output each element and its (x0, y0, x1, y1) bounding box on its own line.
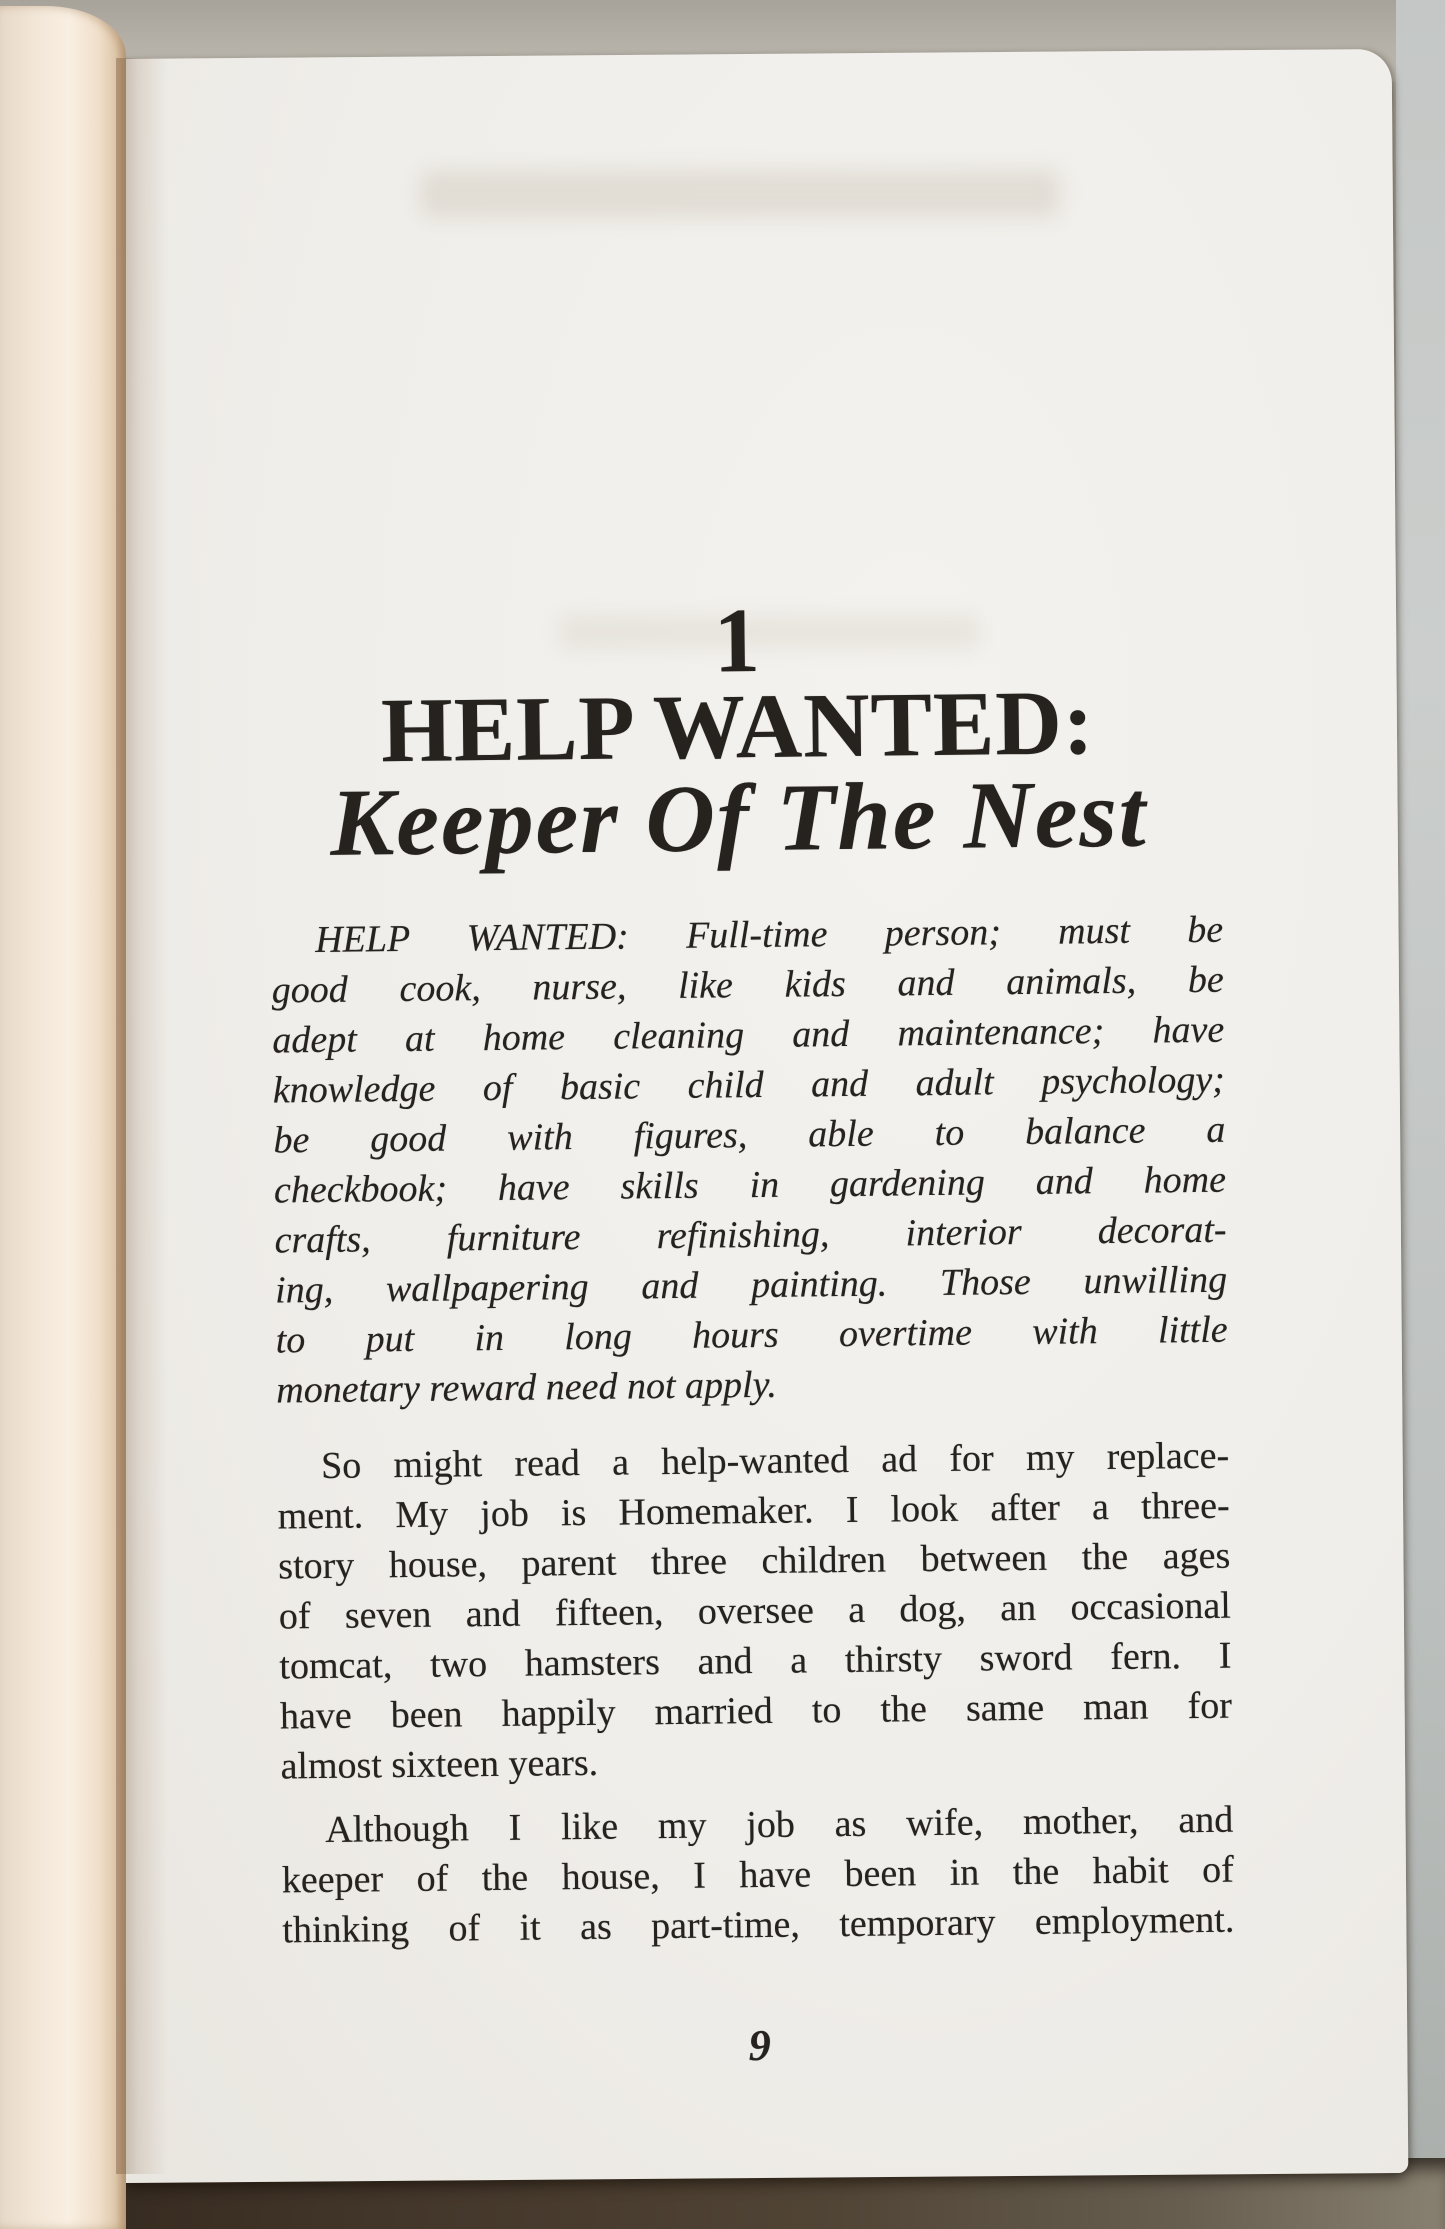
body-line: almost sixteen years. (280, 1741, 599, 1788)
help-wanted-ad-paragraph (271, 905, 1229, 1416)
body-line: thinking of it as part-time, temporary employment. (282, 1898, 1235, 1952)
body-line: ing, wallpapering and painting. Those unwilling (274, 1258, 1228, 1312)
body-line: of seven and fifteen, oversee a dog, an occasional (278, 1584, 1232, 1638)
body-line: story house, parent three children between the ages (278, 1534, 1231, 1588)
book-left-page-edges (0, 6, 126, 2229)
body-line: HELP WANTED: Full-time person; must be (314, 908, 1224, 961)
chapter-number: 1 (713, 588, 761, 692)
body-line: keeper of the house, I have been in the habit of (281, 1848, 1235, 1902)
body-line: knowledge of basic child and adult psychology; (272, 1058, 1226, 1112)
chapter-subtitle: Keeper Of The Nest (329, 759, 1148, 876)
body-line: to put in long hours overtime with little (275, 1308, 1228, 1362)
body-line: crafts, furniture refinishing, interior decorat- (274, 1208, 1227, 1262)
body-paragraph (281, 1795, 1235, 1956)
chapter-title: HELP WANTED: (380, 671, 1095, 782)
body-line: good cook, nurse, like kids and animals, be (271, 958, 1224, 1012)
body-paragraph (277, 1431, 1233, 1792)
body-line: be good with figures, able to balance a (273, 1108, 1226, 1162)
page-number: 9 (748, 2020, 772, 2071)
body-line: tomcat, two hamsters and a thirsty sword fern. I (279, 1634, 1232, 1688)
body-line: monetary reward need not apply. (276, 1363, 778, 1412)
body-line: adept at home cleaning and maintenance; have (272, 1008, 1225, 1062)
page-content (101, 47, 1413, 2185)
body-line: checkbook; have skills in gardening and home (273, 1158, 1227, 1212)
body-line: So might read a help-wanted ad for my replace- (320, 1434, 1230, 1487)
body-line: Although I like my job as wife, mother, and (325, 1798, 1234, 1851)
body-line: ment. My job is Homemaker. I look after a three- (277, 1484, 1230, 1538)
body-line: have been happily married to the same man for (279, 1684, 1233, 1738)
